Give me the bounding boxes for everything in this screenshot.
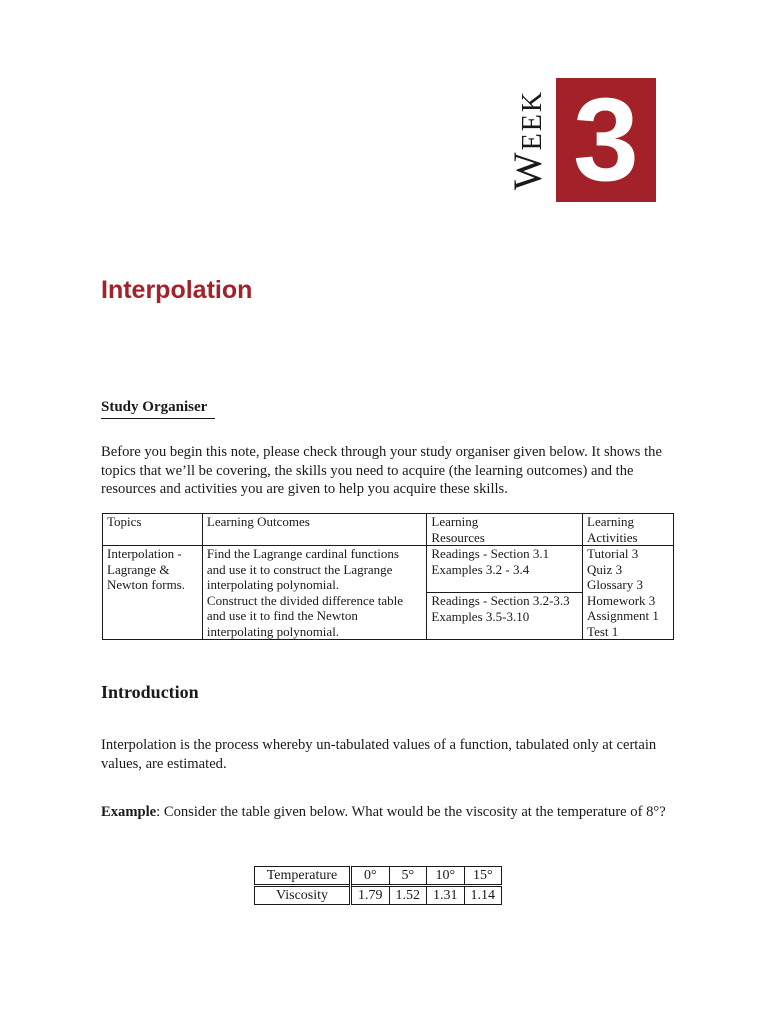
example-paragraph (101, 803, 671, 822)
outcome-line: Construct the divided difference table (206, 592, 404, 608)
outcome-line: interpolating polynomial. (206, 577, 340, 592)
header-resources-line-1: Learning (431, 514, 479, 529)
activity-line: Tutorial 3 (587, 546, 639, 561)
week-word: Week (505, 89, 550, 191)
header-learning-activities (583, 514, 674, 546)
table-row (255, 867, 502, 886)
outcome-cell (202, 593, 426, 640)
example-text: : Consider the table given below. What would be the viscosity at the temperature of 8°? (156, 804, 666, 820)
temperature-value: 5° (389, 867, 427, 886)
resources-cell (427, 546, 583, 593)
activity-line: Quiz 3 (587, 561, 623, 577)
outcome-cell (202, 546, 426, 593)
header-resources-line-2: Resources (431, 529, 485, 545)
temperature-value: 0° (351, 867, 390, 886)
study-organiser-heading: Study Organiser (101, 399, 215, 419)
introduction-text: Interpolation is the process whereby un-tabulated values of a function, tabulated only at certain values, are estimated. (101, 737, 657, 772)
temperature-value: 15° (464, 867, 502, 886)
resource-line: Readings - Section 3.2-3.3 (431, 593, 570, 608)
table-row (255, 886, 502, 905)
study-organiser-intro: Before you begin this note, please check through your study organiser given below. It shows the topics that we’ll be covering, the skills you need to acquire (the learning outcomes) and the resources and activities you are given to help you acquire these skills. (101, 444, 662, 497)
topic-cell (103, 546, 203, 640)
temperature-value: 10° (427, 867, 465, 886)
topic-line: Lagrange & (107, 561, 170, 577)
header-topics: Topics (103, 514, 203, 546)
activity-line: Homework 3 (587, 592, 656, 608)
viscosity-label: Viscosity (255, 886, 351, 905)
header-activities-line-1: Learning (587, 514, 634, 529)
resource-line: Examples 3.2 - 3.4 (431, 561, 530, 577)
viscosity-value: 1.14 (464, 886, 502, 905)
viscosity-value: 1.31 (427, 886, 465, 905)
table-header-row (103, 514, 674, 546)
topic-line: Newton forms. (107, 577, 185, 592)
outcome-line: and use it to find the Newton (206, 608, 358, 623)
temperature-label: Temperature (255, 867, 351, 886)
introduction-heading: Introduction (101, 682, 199, 702)
activity-line: Glossary 3 (587, 577, 644, 592)
resources-cell (427, 593, 583, 640)
header-learning-outcomes: Learning Outcomes (202, 514, 426, 546)
viscosity-value: 1.52 (389, 886, 427, 905)
chapter-title: Interpolation (101, 276, 253, 304)
outcome-line: interpolating polynomial. (206, 623, 340, 639)
outcome-line: Find the Lagrange cardinal functions (206, 546, 399, 561)
activity-line: Assignment 1 (587, 608, 659, 623)
activity-line: Test 1 (587, 623, 619, 639)
resource-line: Examples 3.5-3.10 (431, 608, 530, 624)
topic-line: Interpolation - (107, 546, 182, 561)
table-row (103, 546, 674, 593)
outcome-line: and use it to construct the Lagrange (206, 561, 393, 577)
week-number-badge: 3 (556, 78, 656, 202)
header-activities-line-2: Activities (587, 529, 638, 545)
header-learning-resources (427, 514, 583, 546)
viscosity-value: 1.79 (351, 886, 390, 905)
study-organiser-table (102, 513, 674, 640)
week-label (505, 78, 551, 202)
resource-line: Readings - Section 3.1 (431, 546, 550, 561)
viscosity-table (254, 866, 502, 905)
example-label: Example (101, 804, 157, 820)
activities-cell (583, 546, 674, 640)
